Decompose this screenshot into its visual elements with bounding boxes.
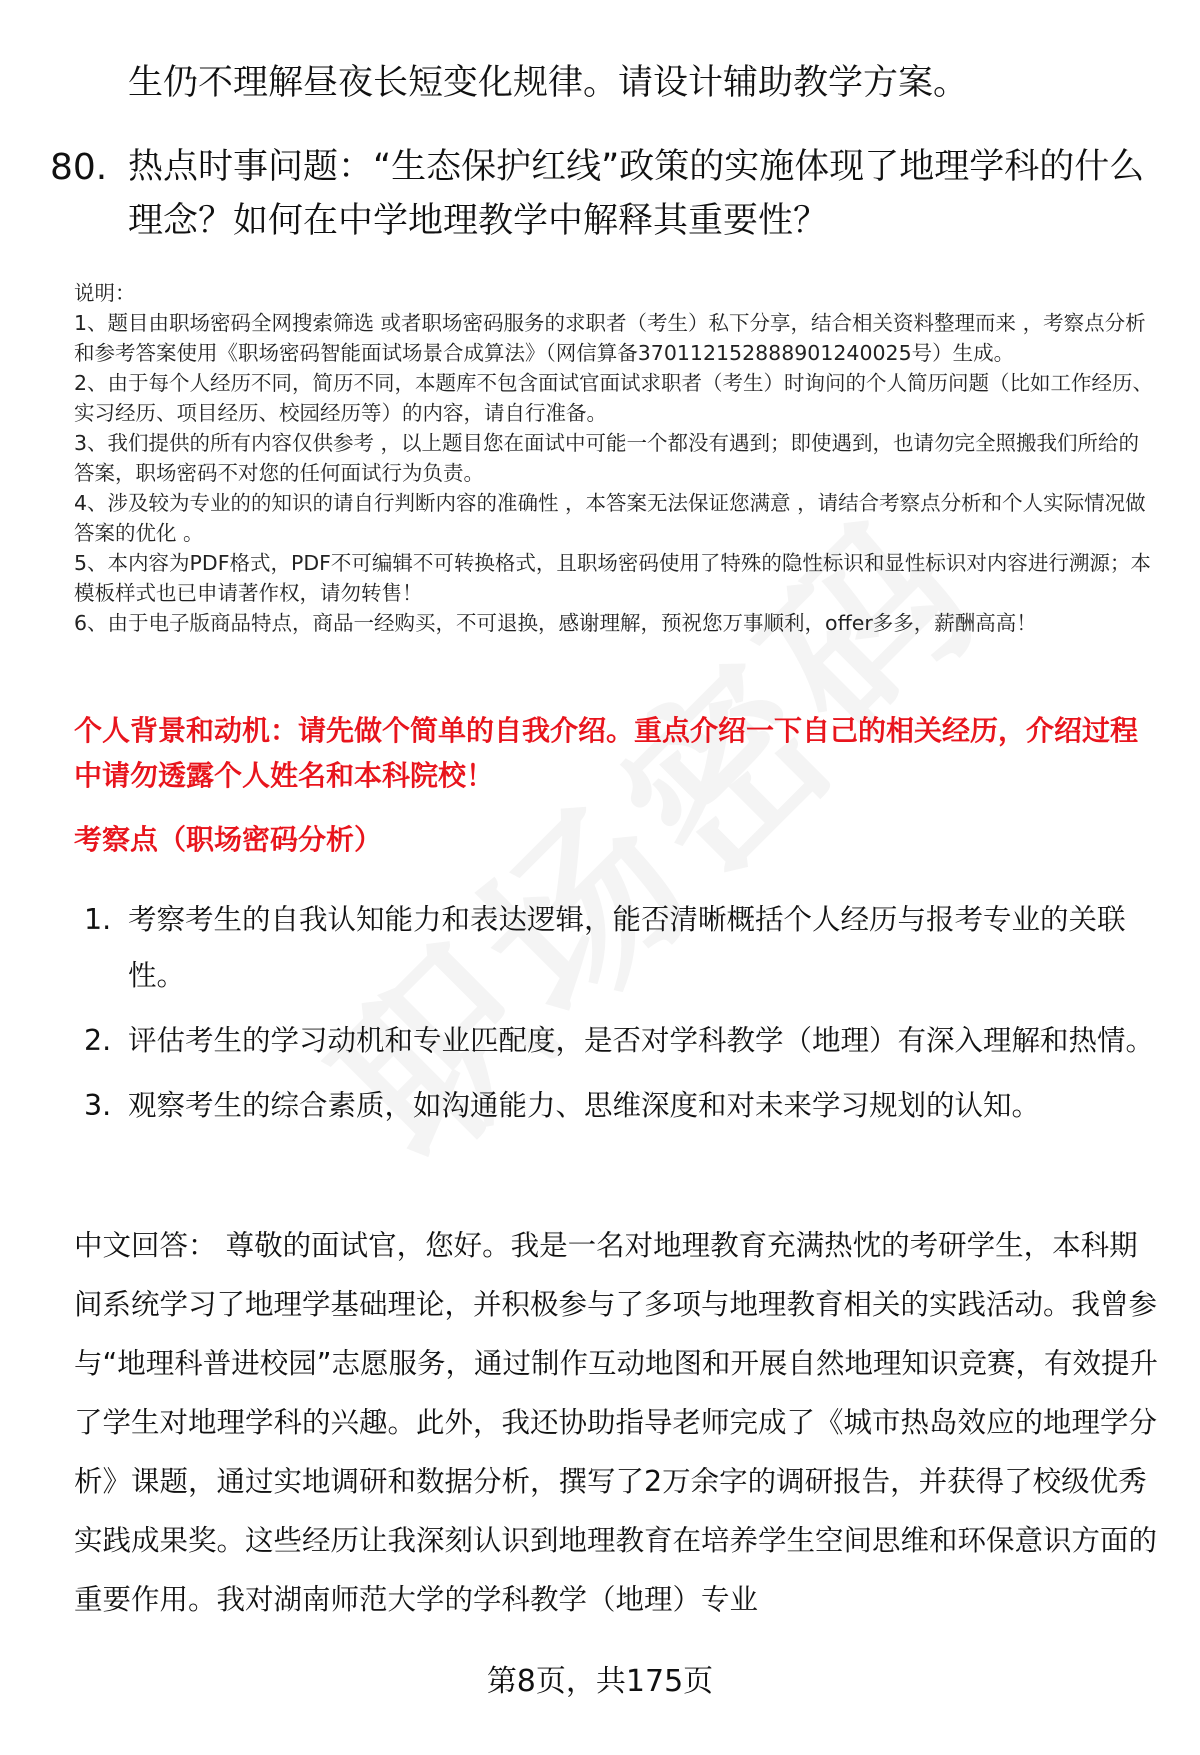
question-number: 80. xyxy=(50,147,108,188)
point-number: 1. xyxy=(84,903,112,936)
question-text: 热点时事问题：“生态保护红线”政策的实施体现了地理学科的什么理念？如何在中学地理教学中解释其重要性？ xyxy=(128,147,1145,241)
answer-label: 中文回答： xyxy=(74,1229,217,1262)
answer-text: 尊敬的面试官，您好。我是一名对地理教育充满热忱的考研学生，本科期间系统学习了地理学基础理论，并积极参与了多项与地理教育相关的实践活动。我曾参与“地理科普进校园”志愿服务，通过制作互动地图和开展自然地理知识竞赛，有效提升了学生对地理学科的兴趣。此外，我还协助指导老师完成了《城市热岛效应的地理学分析》课题，通过实地调研和数据分析，撰写了2万余字的调研报告，并获得了校级优秀实践成果奖。这些经历让我深刻认识到地理教育在培养学生空间思维和环保意识方面的重要作用。我对湖南师范大学的学科教学（地理）专业 xyxy=(74,1229,1159,1616)
analysis-points xyxy=(84,892,1164,1143)
notes-heading: 说明： xyxy=(74,281,136,305)
note-item: 1、题目由职场密码全网搜索筛选 或者职场密码服务的求职者（考生）私下分享，结合相关资料整理而来 ，考察点分析和参考答案使用《职场密码智能面试场景合成算法》（网信算备370112152888901240025号）生成。 xyxy=(74,311,1146,365)
analysis-point xyxy=(84,1078,1164,1134)
analysis-title: 考察点（职场密码分析） xyxy=(74,823,383,856)
note-item: 2、由于每个人经历不同，简历不同，本题库不包含面试官面试求职者（考生）时询问的个人简历问题（比如工作经历、实习经历、项目经历、校园经历等）的内容，请自行准备。 xyxy=(74,371,1154,425)
point-text: 观察考生的综合素质，如沟通能力、思维深度和对未来学习规划的认知。 xyxy=(128,1089,1041,1122)
answer-paragraph xyxy=(74,1216,1164,1629)
continued-question-text: 生仍不理解昼夜长短变化规律。请设计辅助教学方案。 xyxy=(128,63,969,103)
point-number: 2. xyxy=(84,1024,112,1057)
point-number: 3. xyxy=(84,1089,112,1122)
section-title: 个人背景和动机：请先做个简单的自我介绍。重点介绍一下自己的相关经历，介绍过程中请勿透露个人姓名和本科院校！ xyxy=(74,714,1139,792)
point-text: 评估考生的学习动机和专业匹配度，是否对学科教学（地理）有深入理解和热情。 xyxy=(128,1024,1155,1057)
note-item: 6、由于电子版商品特点，商品一经购买，不可退换，感谢理解，预祝您万事顺利，offer多多，薪酬高高！ xyxy=(74,611,1037,635)
note-item: 5、本内容为PDF格式，PDF不可编辑不可转换格式，且职场密码使用了特殊的隐性标识和显性标识对内容进行溯源；本模板样式也已申请著作权，请勿转售！ xyxy=(74,551,1151,605)
page-footer: 第8页，共175页 xyxy=(486,1664,714,1699)
note-item: 3、我们提供的所有内容仅供参考 ，以上题目您在面试中可能一个都没有遇到；即使遇到，也请勿完全照搬我们所给的答案，职场密码不对您的任何面试行为负责。 xyxy=(74,431,1140,485)
analysis-point xyxy=(84,1013,1164,1069)
analysis-point xyxy=(84,892,1164,1004)
point-text: 考察考生的自我认知能力和表达逻辑，能否清晰概括个人经历与报考专业的关联性。 xyxy=(128,903,1126,992)
note-item: 4、涉及较为专业的的知识的请自行判断内容的准确性 ，本答案无法保证您满意 ，请结合考察点分析和个人实际情况做答案的优化 。 xyxy=(74,491,1146,545)
notes-block xyxy=(74,278,1154,638)
